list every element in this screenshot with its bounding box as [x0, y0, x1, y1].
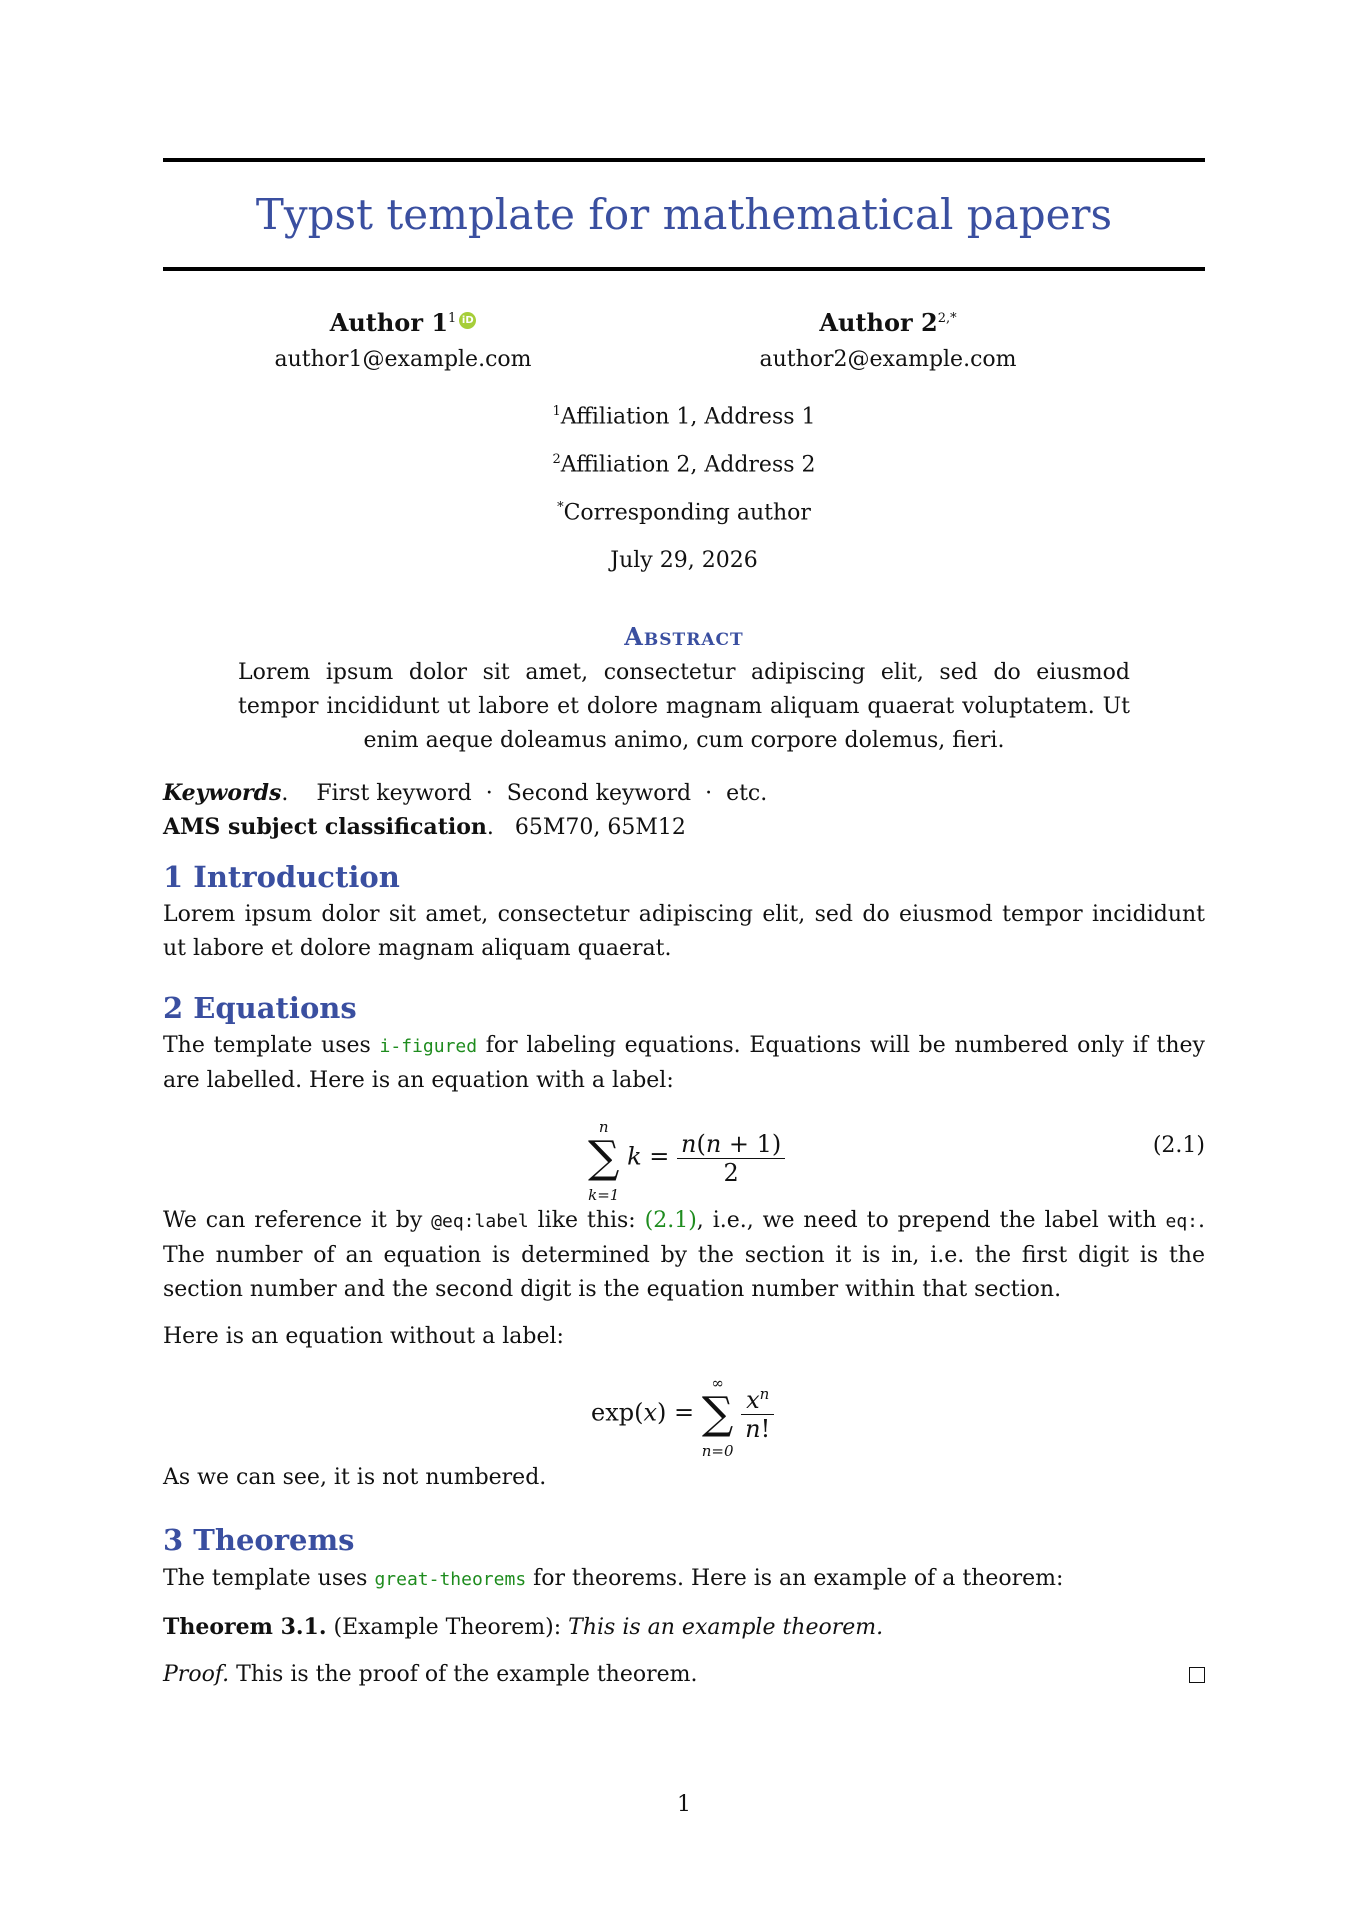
theorems-paragraph [163, 1562, 1205, 1597]
package-link-i-figured[interactable]: i-figured [379, 1036, 478, 1057]
orcid-icon[interactable]: iD [459, 312, 476, 329]
abstract-heading: Abstract [624, 622, 744, 651]
ams-line: AMS subject classification. 65M70, 65M12 [163, 814, 686, 840]
title-bottom-rule [163, 267, 1205, 271]
paper-date: July 29, 2026 [610, 548, 758, 573]
equation-reference-link[interactable]: (2.1) [644, 1208, 697, 1233]
affiliation-1-text: Affiliation 1, Address 1 [560, 404, 816, 430]
page-number: 1 [677, 1792, 691, 1817]
theorem-name: (Example Theorem): [333, 1615, 562, 1640]
section-heading-theorems: 3 Theorems [163, 1523, 355, 1557]
affiliation-2-text: Affiliation 2, Address 2 [560, 452, 816, 478]
author-block-1 [193, 308, 613, 372]
introduction-paragraph: Lorem ipsum dolor sit amet, consectetur adipiscing elit, sed do eiusmod tempor incididunt ut labore et dolore magnam aliquam quaerat. [163, 902, 1205, 961]
author-1-email: author1@example.com [274, 347, 532, 372]
text-run: like this: [528, 1208, 645, 1233]
text-run: . The number of an equation is determined by the section it is in, i.e. the first digit is the section number and the second digit is the equation number within that section. [163, 1208, 1205, 1302]
author-2-email: author2@example.com [759, 347, 1017, 372]
title-top-rule [163, 158, 1205, 162]
keyword-item: First keyword [316, 781, 472, 806]
text-run: for labeling equations. Equations will be numbered only if they are labelled. Here is an equation with a label: [163, 1033, 1205, 1093]
equation-exp: exp(x) = ∞ ∑ n=0 $\frac{x^n}{n!}$ [591, 1368, 774, 1460]
author-name [193, 308, 613, 337]
equations-paragraph-3: Here is an equation without a label: [163, 1324, 564, 1349]
equations-paragraph-4: As we can see, it is not numbered. [163, 1465, 547, 1490]
text-run: The template uses [163, 1033, 380, 1058]
author-2-name: Author 2 [819, 308, 938, 337]
theorem-label: Theorem 3.1. [163, 1614, 327, 1640]
proof-text: This is the proof of the example theorem. [236, 1662, 698, 1687]
abstract-text: Lorem ipsum dolor sit amet, consectetur adipiscing elit, sed do eiusmod tempor incididunt ut labore et dolore magnam aliquam quaerat voluptatem. Ut enim aeque doleamus animo, cum corpore dolemus, fieri. [238, 660, 1130, 753]
code-snippet: eq: [1165, 1211, 1198, 1232]
section-heading-equations: 2 Equations [163, 991, 357, 1025]
text-run: for theorems. Here is an example of a theorem: [526, 1566, 1064, 1591]
affiliation-2-sup: 2 [552, 452, 561, 467]
sum-symbol: ∞ ∑ n=0 [701, 1374, 734, 1460]
corresponding-note [163, 500, 1205, 525]
text-run: The template uses [163, 1566, 375, 1591]
author-1-sup: 1 [448, 311, 457, 326]
fraction: $\frac{x^n}{n!}$ [741, 1385, 774, 1443]
author-name [678, 308, 1098, 337]
proof-label: Proof. [163, 1662, 230, 1687]
section-heading-introduction: 1 Introduction [163, 860, 400, 894]
proof-block [163, 1658, 1205, 1692]
keywords-label: Keywords [163, 780, 282, 806]
equations-paragraph-2 [163, 1204, 1205, 1307]
corresponding-sup: * [557, 500, 564, 515]
equation-sum-k: n ∑ k=1 k = $\frac{n(n + 1)}{2}$ [588, 1112, 785, 1204]
paper-title: Typst template for mathematical papers [255, 190, 1113, 239]
package-link-great-theorems[interactable]: great-theorems [374, 1569, 527, 1590]
ams-value: 65M70, 65M12 [514, 815, 686, 840]
author-1-name: Author 1 [329, 308, 449, 337]
affiliation-1-sup: 1 [552, 404, 561, 419]
text-run: We can reference it by [163, 1208, 432, 1233]
equation-number: (2.1) [1152, 1133, 1205, 1158]
author-block-2 [678, 308, 1098, 372]
keywords-line: Keywords. First keyword · Second keyword · etc. [163, 780, 768, 806]
fraction: $\frac{n(n + 1)}{2}$ [677, 1130, 785, 1187]
affiliation-1 [163, 404, 1205, 429]
author-2-sup: 2,* [937, 311, 957, 326]
code-snippet: @eq:label [431, 1211, 529, 1232]
qed-square-icon [1189, 1667, 1205, 1683]
theorem-text: This is an example theorem. [568, 1615, 884, 1640]
affiliation-2 [163, 452, 1205, 477]
equations-paragraph-1 [163, 1029, 1205, 1098]
keyword-item: Second keyword [506, 781, 692, 806]
keyword-item: etc. [726, 781, 768, 806]
ams-label: AMS subject classification [163, 814, 487, 840]
sum-symbol: n ∑ k=1 [588, 1118, 620, 1204]
text-run: , i.e., we need to prepend the label with [696, 1208, 1166, 1233]
corresponding-text: Corresponding author [563, 500, 811, 526]
theorem-block [163, 1610, 1205, 1645]
